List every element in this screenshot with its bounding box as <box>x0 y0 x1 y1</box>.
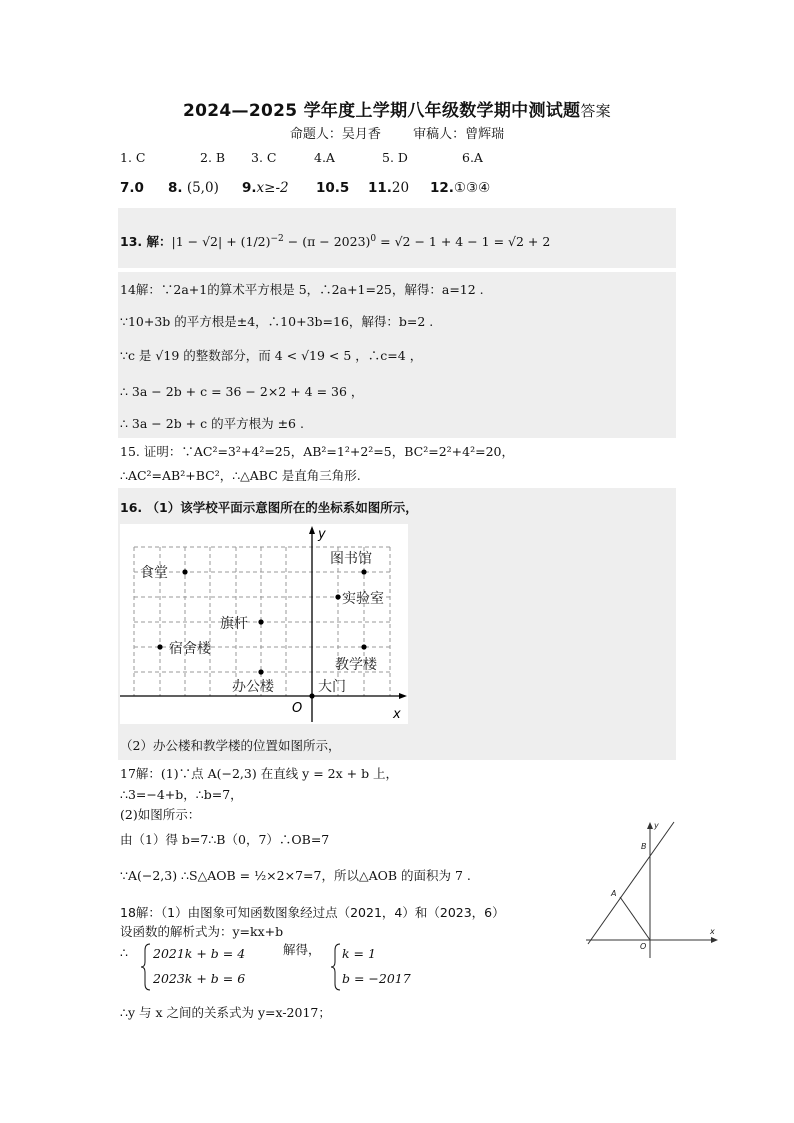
q13-line <box>120 232 550 250</box>
q18-brace-right-icon <box>330 942 342 992</box>
q18-line-final: ∴y 与 x 之间的关系式为 y=x-2017； <box>120 1005 331 1020</box>
q15-line-1: 15. 证明：∵AC²=3²+4²=25，AB²=1²+2²=5，BC²=2²+4²=20， <box>120 444 514 459</box>
q17-line-2: ∴3=−4+b，∴b=7， <box>120 787 243 802</box>
q17-line-4: 由（1）得 b=7∴B（0，7）∴OB=7 <box>120 832 330 847</box>
mc-2: 2. B <box>200 150 226 165</box>
label-lab: 实验室 <box>342 591 384 607</box>
q17-O-label: O <box>640 942 647 951</box>
q17-line <box>588 822 674 944</box>
title-main: 2024—2025 学年度上学期八年级数学期中测试题 <box>183 101 581 121</box>
authors-line <box>0 123 794 142</box>
q18-eq-1: 2021k + b = 4 <box>153 946 246 961</box>
q13-power: −2 <box>270 233 284 244</box>
q17-B-label: B <box>641 842 647 851</box>
map-origin-label: O <box>292 701 303 716</box>
q17-y-arrow-icon <box>647 822 653 829</box>
q16-block <box>118 488 676 760</box>
label-canteen: 食堂 <box>140 565 168 581</box>
q18-therefore: ∴ <box>120 945 128 960</box>
q17-line-5: ∵A(−2,3) ∴S△AOB = ½×2×7=7，所以△AOB 的面积为 7 . <box>120 868 471 883</box>
q16-line-1: 16. （1）该学校平面示意图所在的坐标系如图所示， <box>120 500 418 515</box>
label-office: 办公楼 <box>232 679 274 695</box>
label-dorm: 宿舍楼 <box>169 641 211 657</box>
fill-10-ans: 5 <box>339 180 350 196</box>
fill-7-ans: 0 <box>134 180 144 196</box>
q14-line-1: 14解：∵2a+1的算术平方根是 5，∴2a+1=25，解得：a=12 . <box>120 282 484 297</box>
mc-3: 3. C <box>251 150 277 165</box>
reviewer: 审稿人：曾辉瑞 <box>413 127 505 142</box>
mc-6: 6.A <box>462 150 483 165</box>
q13-expr-right: = √2 − 1 + 4 − 1 = √2 + 2 <box>376 234 551 249</box>
fill-12-ans: ①③④ <box>453 180 491 196</box>
fill-7-num: 7. <box>120 180 135 196</box>
label-flagpole: 旗杆 <box>220 616 248 632</box>
fill-11-num: 11. <box>368 180 392 196</box>
q16-line-2: （2）办公楼和教学楼的位置如图所示， <box>120 738 341 753</box>
point-teaching <box>361 644 366 649</box>
fill-11-ans: 20 <box>391 180 410 196</box>
q13-expr-left: |1 − √2| + (1/2) <box>171 234 271 249</box>
label-gate: 大门 <box>318 679 346 695</box>
q13-block <box>118 208 676 268</box>
q18-line-2: 设函数的解析式为：y=kx+b <box>120 924 284 939</box>
point-gate <box>309 693 314 698</box>
point-lab <box>335 594 340 599</box>
school-map <box>120 524 408 724</box>
q18-brace-left-icon <box>140 942 152 992</box>
q17-line-1: 17解：(1)∵点 A(−2,3) 在直线 y = 2x + b 上， <box>120 766 399 781</box>
title-suffix: 答案 <box>580 102 611 120</box>
q13-expr-mid: − (π − 2023) <box>283 234 371 249</box>
mc-1: 1. C <box>120 150 146 165</box>
label-library: 图书馆 <box>330 551 372 567</box>
point-dorm <box>157 644 162 649</box>
q13-power0: 0 <box>370 233 377 244</box>
q17-A-label: A <box>611 889 617 898</box>
q17-segment-AO <box>620 897 650 940</box>
fill-10-num: 10. <box>316 180 340 196</box>
fill-9-num: 9. <box>242 180 257 196</box>
q15-line-2: ∴AC²=AB²+BC²，∴△ABC 是直角三角形. <box>120 468 361 483</box>
map-x-label: x <box>393 707 401 722</box>
mc-4: 4.A <box>314 150 335 165</box>
q14-line-2: ∵10+3b 的平方根是±4，∴10+3b=16，解得：b=2 . <box>120 314 434 329</box>
point-library <box>361 569 366 574</box>
fill-8-num: 8. <box>168 180 183 196</box>
q18-solve: 解得， <box>283 942 321 957</box>
point-canteen <box>182 569 187 574</box>
q18-eq-2: 2023k + b = 6 <box>153 971 246 986</box>
q13-label: 13. 解： <box>120 234 172 249</box>
fill-9-ans: x≥-2 <box>256 180 289 196</box>
q18-line-1: 18解：（1）由图象可知函数图象经过点（2021，4）和（2023，6） <box>120 905 505 920</box>
map-y-label: y <box>318 527 326 542</box>
fill-12-num: 12. <box>430 180 454 196</box>
point-flagpole <box>258 619 263 624</box>
q17-y-label: y <box>654 821 659 830</box>
point-office <box>258 669 263 674</box>
page-title <box>0 96 794 121</box>
q17-x-arrow-icon <box>711 937 718 943</box>
q14-block <box>118 272 676 438</box>
setter: 命题人：吴月香 <box>289 127 381 142</box>
q18-sol-1: k = 1 <box>342 946 376 961</box>
q18-sol-2: b = −2017 <box>342 971 411 986</box>
q17-graph <box>582 818 722 968</box>
q17-x-label: x <box>710 927 715 936</box>
q14-line-3: ∵c 是 √19 的整数部分，而 4 < √19 < 5 ，∴c=4 ， <box>120 348 423 363</box>
fill-answers <box>120 180 680 200</box>
label-teaching: 教学楼 <box>335 657 377 673</box>
mc-answers <box>120 150 680 168</box>
q14-line-4: ∴ 3a − 2b + c = 36 − 2×2 + 4 = 36 ， <box>120 384 364 399</box>
q14-line-5: ∴ 3a − 2b + c 的平方根为 ±6 . <box>120 416 304 431</box>
q17-line-3: (2)如图所示： <box>120 807 201 822</box>
fill-8-ans: (5,0) <box>186 180 219 196</box>
mc-5: 5. D <box>382 150 408 165</box>
